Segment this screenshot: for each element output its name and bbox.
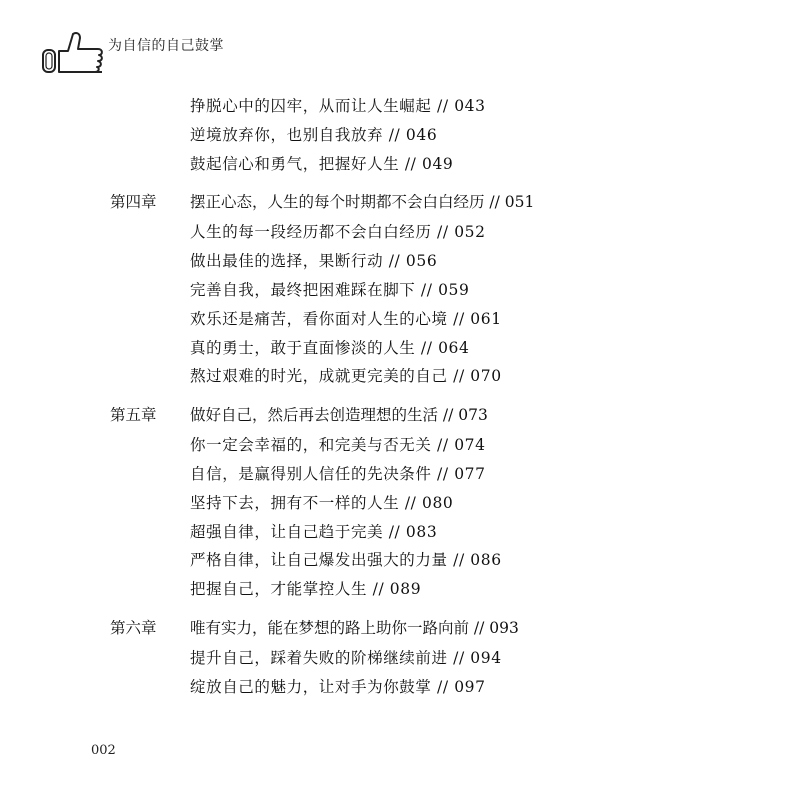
chapter-title: 做好自己，然后再去创造理想的生活 // 073 [190, 406, 488, 425]
toc-entry [0, 334, 800, 363]
toc-entry [0, 121, 800, 150]
toc-entry-title: 熬过艰难的时光，成就更完美的自己 // 070 [190, 367, 502, 386]
toc-entry [0, 362, 800, 391]
toc-entry [0, 575, 800, 604]
toc-entry-title: 做出最佳的选择，果断行动 // 056 [190, 252, 438, 271]
toc-entry [0, 92, 800, 121]
chapter-title: 唯有实力，能在梦想的路上助你一路向前 // 093 [190, 618, 519, 637]
toc-entry-title: 完善自我，最终把困难踩在脚下 // 059 [190, 280, 470, 299]
toc-section [0, 613, 800, 702]
toc-entry [0, 247, 800, 276]
toc-entry-title: 自信，是赢得别人信任的先决条件 // 077 [190, 464, 486, 483]
toc-entry-title: 坚持下去，拥有不一样的人生 // 080 [190, 493, 454, 512]
chapter-number: 第六章 [110, 618, 157, 637]
toc-entry [0, 460, 800, 489]
toc-entry [0, 150, 800, 179]
toc-section [0, 92, 800, 178]
toc-entry [0, 431, 800, 460]
toc-entry-title: 人生的每一段经历都不会白白经历 // 052 [190, 223, 486, 242]
page-number: 002 [91, 743, 116, 758]
toc-entry-title: 你一定会幸福的，和完美与否无关 // 074 [190, 436, 486, 455]
toc-entry-title: 超强自律，让自己趋于完美 // 083 [190, 522, 438, 541]
chapter-number: 第五章 [110, 406, 157, 425]
chapter-title: 摆正心态，人生的每个时期都不会白白经历 // 051 [190, 193, 535, 212]
page-header [40, 30, 224, 74]
chapter-heading [0, 400, 800, 431]
toc-entry-title: 绽放自己的魅力，让对手为你鼓掌 // 097 [190, 677, 486, 696]
chapter-number: 第四章 [110, 193, 157, 212]
toc-entry-title: 鼓起信心和勇气，把握好人生 // 049 [190, 154, 454, 173]
toc-entry-title: 提升自己，踩着失败的阶梯继续前进 // 094 [190, 648, 502, 667]
toc-entry [0, 305, 800, 334]
toc-entry-title: 严格自律，让自己爆发出强大的力量 // 086 [190, 551, 502, 570]
chapter-heading [0, 613, 800, 644]
toc-entry-title: 真的勇士，敢于直面惨淡的人生 // 064 [190, 338, 470, 357]
thumbs-up-icon [40, 30, 106, 74]
toc-entry [0, 518, 800, 547]
toc-entry-title: 把握自己，才能掌控人生 // 089 [190, 580, 422, 599]
toc-entry [0, 546, 800, 575]
toc-entry [0, 218, 800, 247]
toc-section [0, 400, 800, 604]
table-of-contents [0, 92, 800, 711]
toc-entry [0, 489, 800, 518]
toc-entry-title: 逆境放弃你，也别自我放弃 // 046 [190, 125, 438, 144]
chapter-heading [0, 187, 800, 218]
toc-entry-title: 挣脱心中的囚牢，从而让人生崛起 // 043 [190, 97, 486, 115]
toc-entry [0, 644, 800, 673]
toc-section [0, 187, 800, 391]
toc-entry-title: 欢乐还是痛苦，看你面对人生的心境 // 061 [190, 309, 502, 328]
toc-entry [0, 276, 800, 305]
toc-entry [0, 673, 800, 702]
book-title: 为自信的自己鼓掌 [108, 38, 224, 54]
